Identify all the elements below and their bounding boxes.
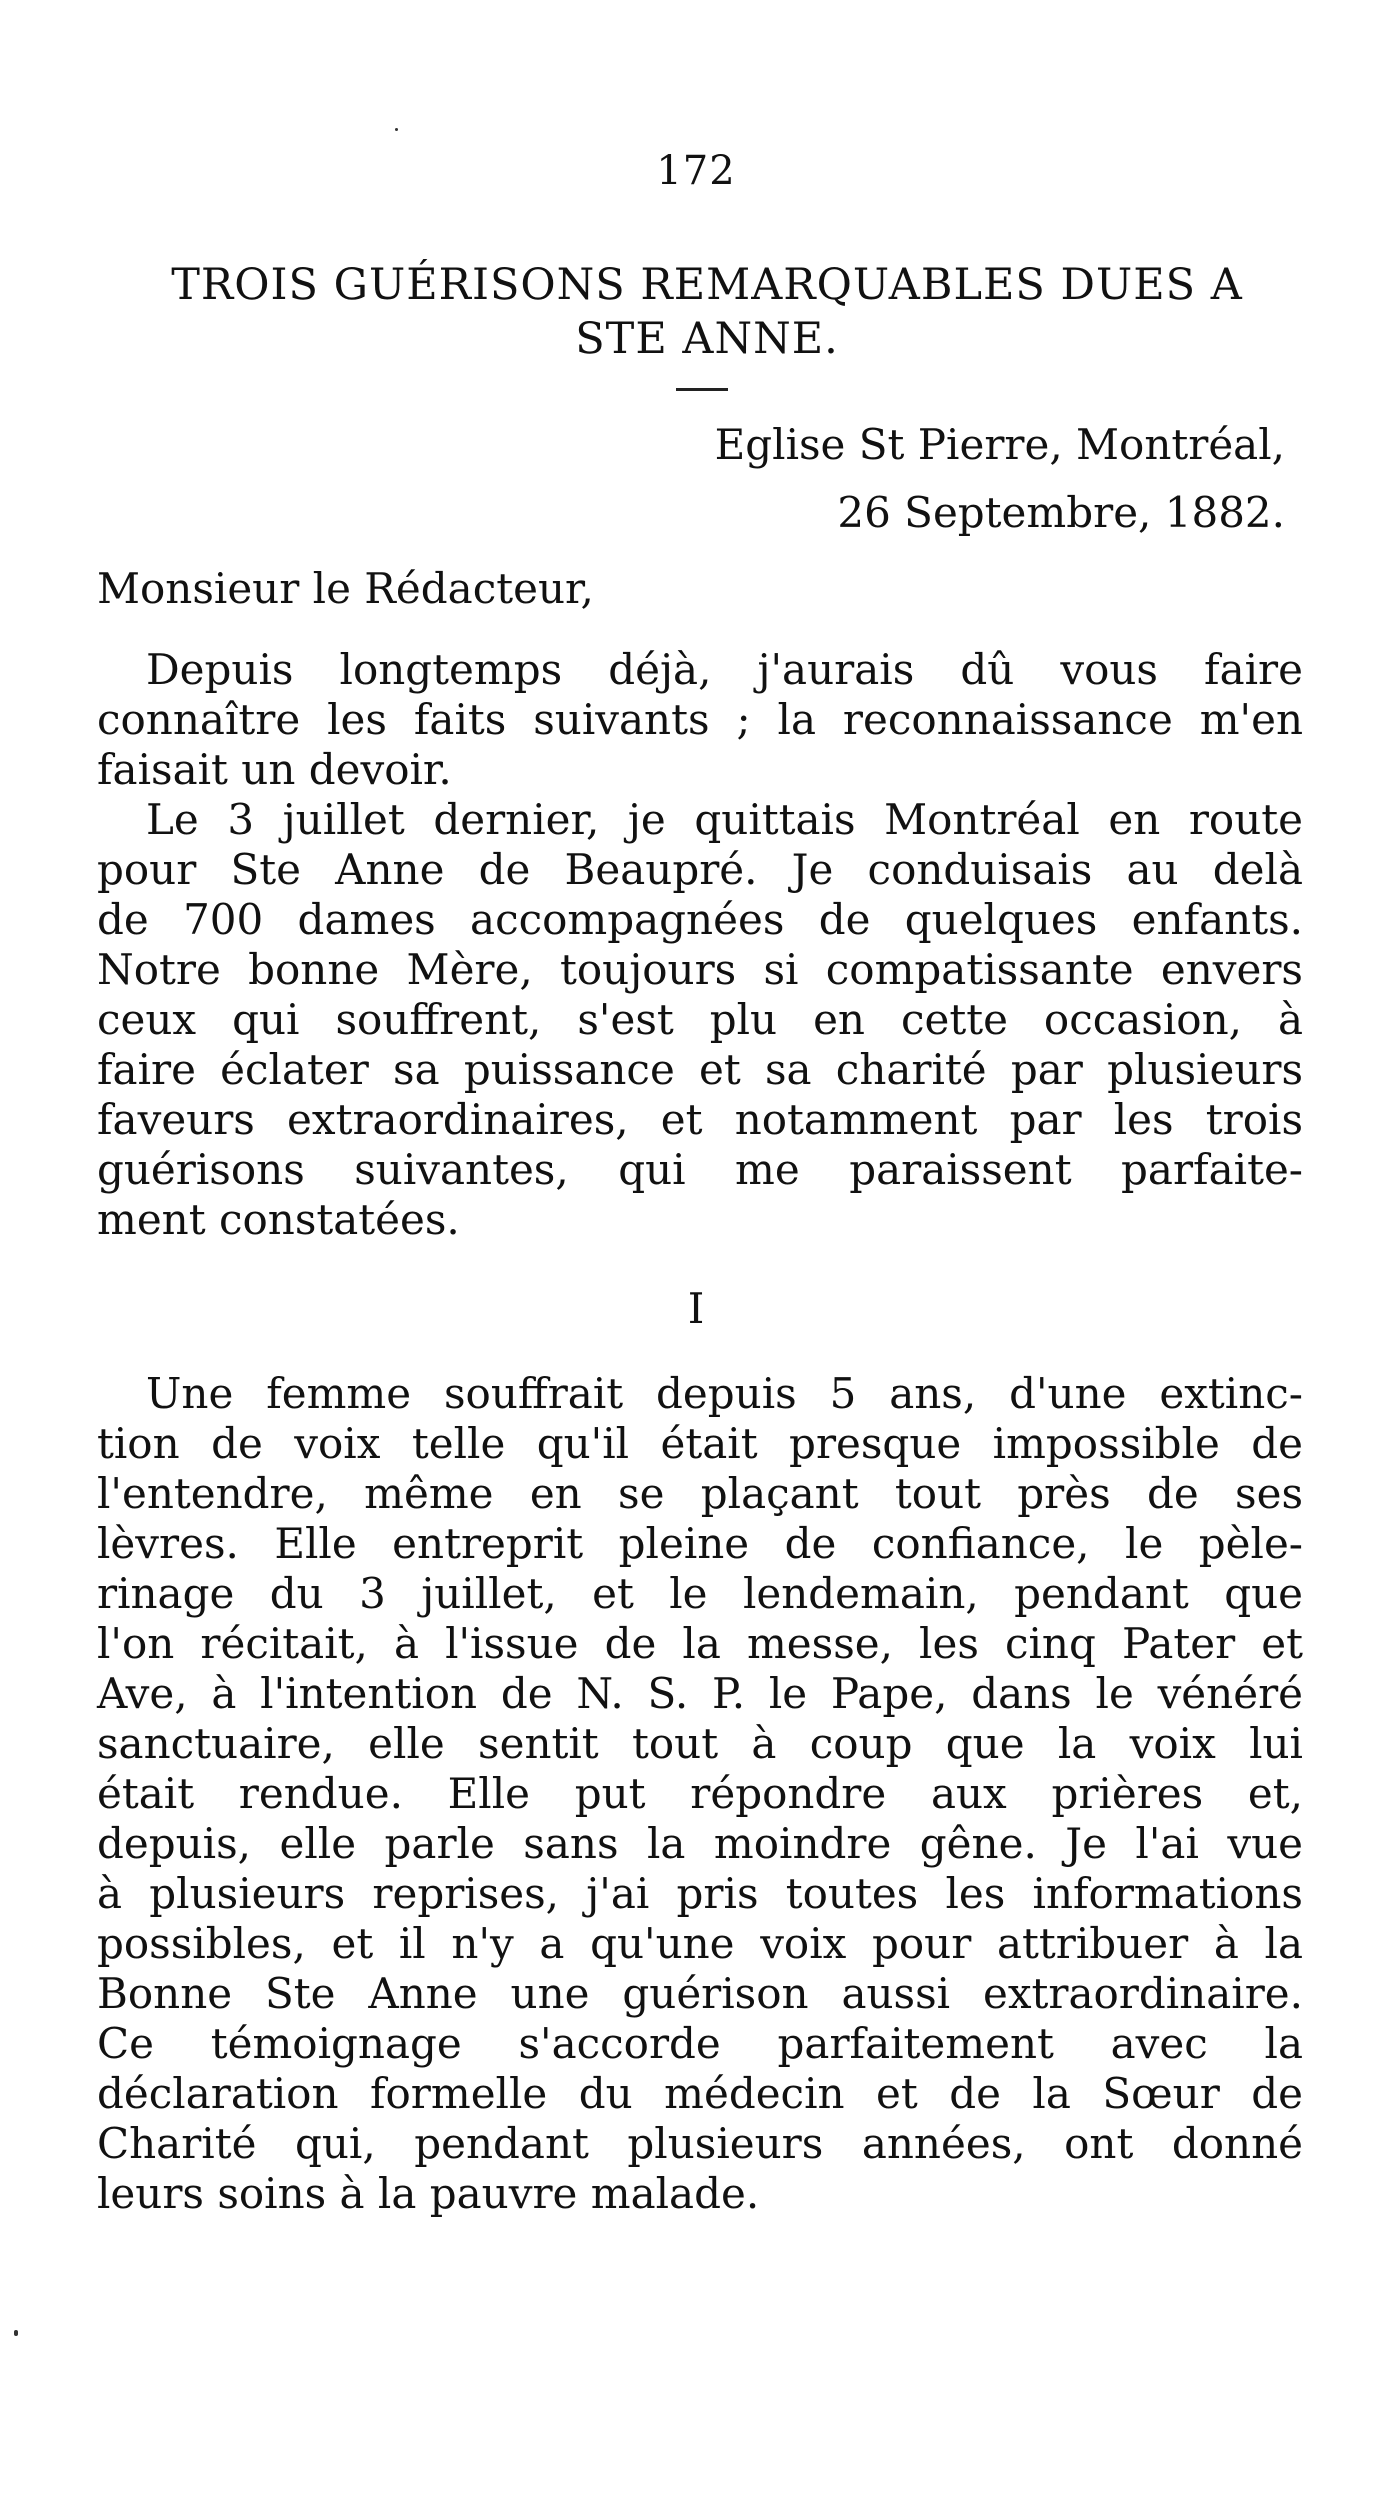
text-line: Depuis longtemps déjà, j'aurais dû vous faire <box>146 645 1303 694</box>
text-line: à plusieurs reprises, j'ai pris toutes les informations <box>97 1869 1303 1918</box>
title-line-1: TROIS GUÉRISONS REMARQUABLES DUES A <box>171 260 1243 310</box>
text-line: de 700 dames accompagnées de quelques enfants. <box>97 895 1303 944</box>
text-line: déclaration formelle du médecin et de la Sœur de <box>97 2069 1303 2118</box>
text-line: leurs soins à la pauvre malade. <box>97 2169 760 2218</box>
text-line: Une femme souffrait depuis 5 ans, d'une extinc- <box>146 1369 1303 1418</box>
text-line: pour Ste Anne de Beaupré. Je conduisais au delà <box>97 845 1303 894</box>
text-line: Ce témoignage s'accorde parfaitement avec la <box>97 2019 1303 2068</box>
text-line: Notre bonne Mère, toujours si compatissante envers <box>97 945 1303 994</box>
salutation: Monsieur le Rédacteur, <box>97 564 594 613</box>
section-number: I <box>687 1284 705 1333</box>
text-line: Le 3 juillet dernier, je quittais Montréal en route <box>146 795 1303 844</box>
text-line: ment constatées. <box>97 1195 460 1244</box>
title-rule <box>676 388 728 391</box>
text-line: Bonne Ste Anne une guérison aussi extraordinaire. <box>97 1969 1303 2018</box>
text-line: était rendue. Elle put répondre aux prières et, <box>97 1769 1303 1818</box>
text-line: lèvres. Elle entreprit pleine de confiance, le pèle- <box>97 1519 1303 1568</box>
dateline-date: 26 Septembre, 1882. <box>837 488 1285 537</box>
text-line: possibles, et il n'y a qu'une voix pour attribuer à la <box>97 1919 1303 1968</box>
text-line: tion de voix telle qu'il était presque impossible de <box>97 1419 1303 1468</box>
scan-speck <box>395 128 398 131</box>
text-line: Ave, à l'intention de N. S. P. le Pape, dans le vénéré <box>97 1669 1303 1718</box>
text-line: sanctuaire, elle sentit tout à coup que la voix lui <box>97 1719 1303 1768</box>
text-line: l'entendre, même en se plaçant tout près de ses <box>97 1469 1303 1518</box>
text-line: guérisons suivantes, qui me paraissent parfaite- <box>97 1145 1303 1194</box>
dateline-place: Eglise St Pierre, Montréal, <box>714 420 1285 469</box>
chapter-title <box>92 258 1322 366</box>
text-line: l'on récitait, à l'issue de la messe, les cinq Pater et <box>97 1619 1303 1668</box>
text-line: faisait un devoir. <box>97 745 452 794</box>
text-line: faire éclater sa puissance et sa charité par plusieurs <box>97 1045 1303 1094</box>
text-line: depuis, elle parle sans la moindre gêne. Je l'ai vue <box>97 1819 1303 1868</box>
text-line: faveurs extraordinaires, et notamment par les trois <box>97 1095 1303 1144</box>
text-line: connaître les faits suivants ; la reconnaissance m'en <box>97 695 1303 744</box>
text-line: Charité qui, pendant plusieurs années, ont donné <box>97 2119 1303 2168</box>
page-number: 172 <box>656 148 736 194</box>
text-line: ceux qui souffrent, s'est plu en cette occasion, à <box>97 995 1303 1044</box>
title-line-2: STE ANNE. <box>575 314 839 364</box>
text-line: rinage du 3 juillet, et le lendemain, pendant que <box>97 1569 1303 1618</box>
scan-speck <box>14 2330 18 2336</box>
